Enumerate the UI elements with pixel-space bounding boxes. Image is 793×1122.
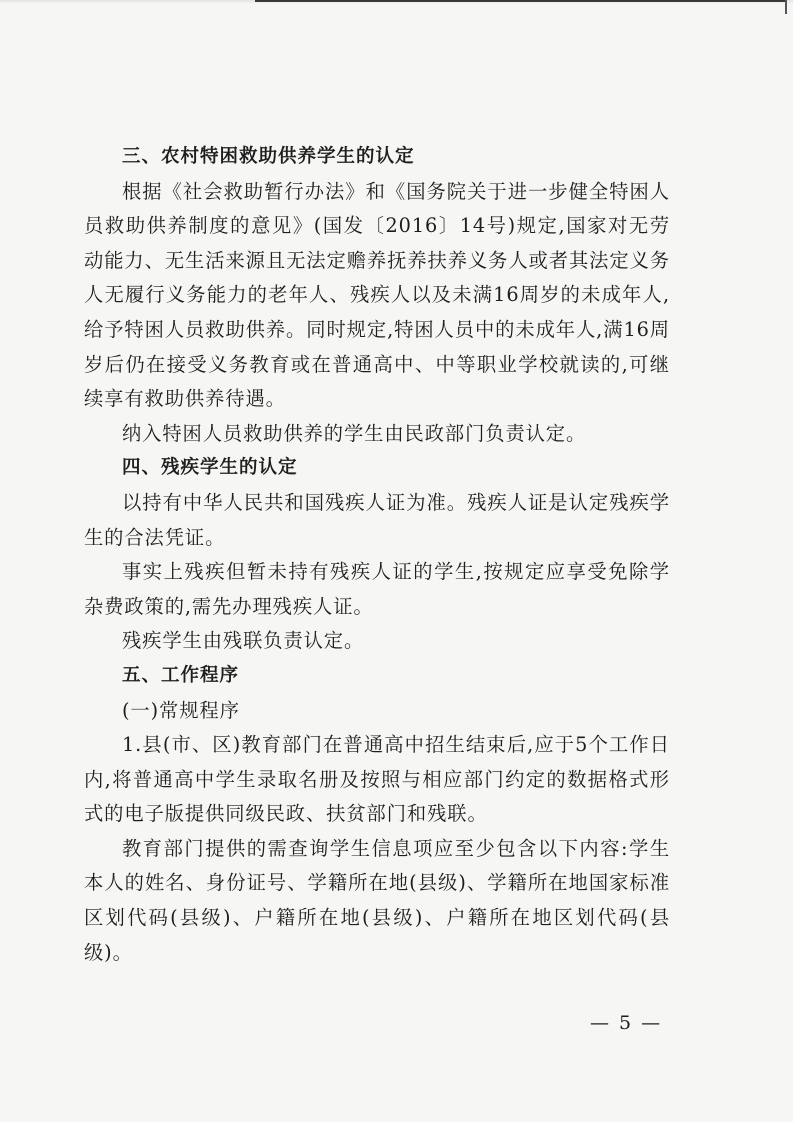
document-body [84, 140, 670, 970]
section-5-subheading: (一)常规程序 [122, 698, 240, 722]
section-3-paragraph-1: 根据《社会救助暂行办法》和《国务院关于进一步健全特困人员救助供养制度的意见》(国发〔2016〕14号)规定,国家对无劳动能力、无生活来源且无法定赡养抚养扶养义务人或者其法定义务人无履行义务能力的老年人、残疾人以及未满16周岁的未成年人,给予特困人员救助供养。同时规定,特困人员中的未成年人,满16周岁后仍在接受义务教育或在普通高中、中等职业学校就读的,可继续享有救助供养待遇。 [84, 179, 670, 411]
section-5-paragraph-2: 教育部门提供的需查询学生信息项应至少包含以下内容:学生本人的姓名、身份证号、学籍所在地(县级)、学籍所在地国家标准区划代码(县级)、户籍所在地(县级)、户籍所在地区划代码(县级)。 [84, 836, 670, 964]
section-5-paragraph-1: 1.县(市、区)教育部门在普通高中招生结束后,应于5个工作日内,将普通高中学生录取名册及按照与相应部门约定的数据格式形式的电子版提供同级民政、扶贫部门和残联。 [84, 733, 670, 826]
section-4-heading: 四、残疾学生的认定 [122, 457, 298, 479]
section-3-paragraph-2: 纳入特困人员救助供养的学生由民政部门负责认定。 [122, 421, 587, 445]
section-3-heading: 三、农村特困救助供养学生的认定 [122, 146, 415, 167]
section-4-paragraph-1: 以持有中华人民共和国残疾人证为准。残疾人证是认定残疾学生的合法凭证。 [84, 490, 670, 549]
section-5-heading: 五、工作程序 [122, 664, 240, 686]
page-number: — 5 — [590, 1012, 663, 1034]
scan-corner-mark [785, 0, 787, 14]
section-4-paragraph-3: 残疾学生由残联负责认定。 [122, 629, 365, 653]
section-4-paragraph-2: 事实上残疾但暂未持有残疾人证的学生,按规定应享受免除学杂费政策的,需先办理残疾人证。 [84, 560, 670, 618]
scan-border-line [255, 0, 785, 2]
